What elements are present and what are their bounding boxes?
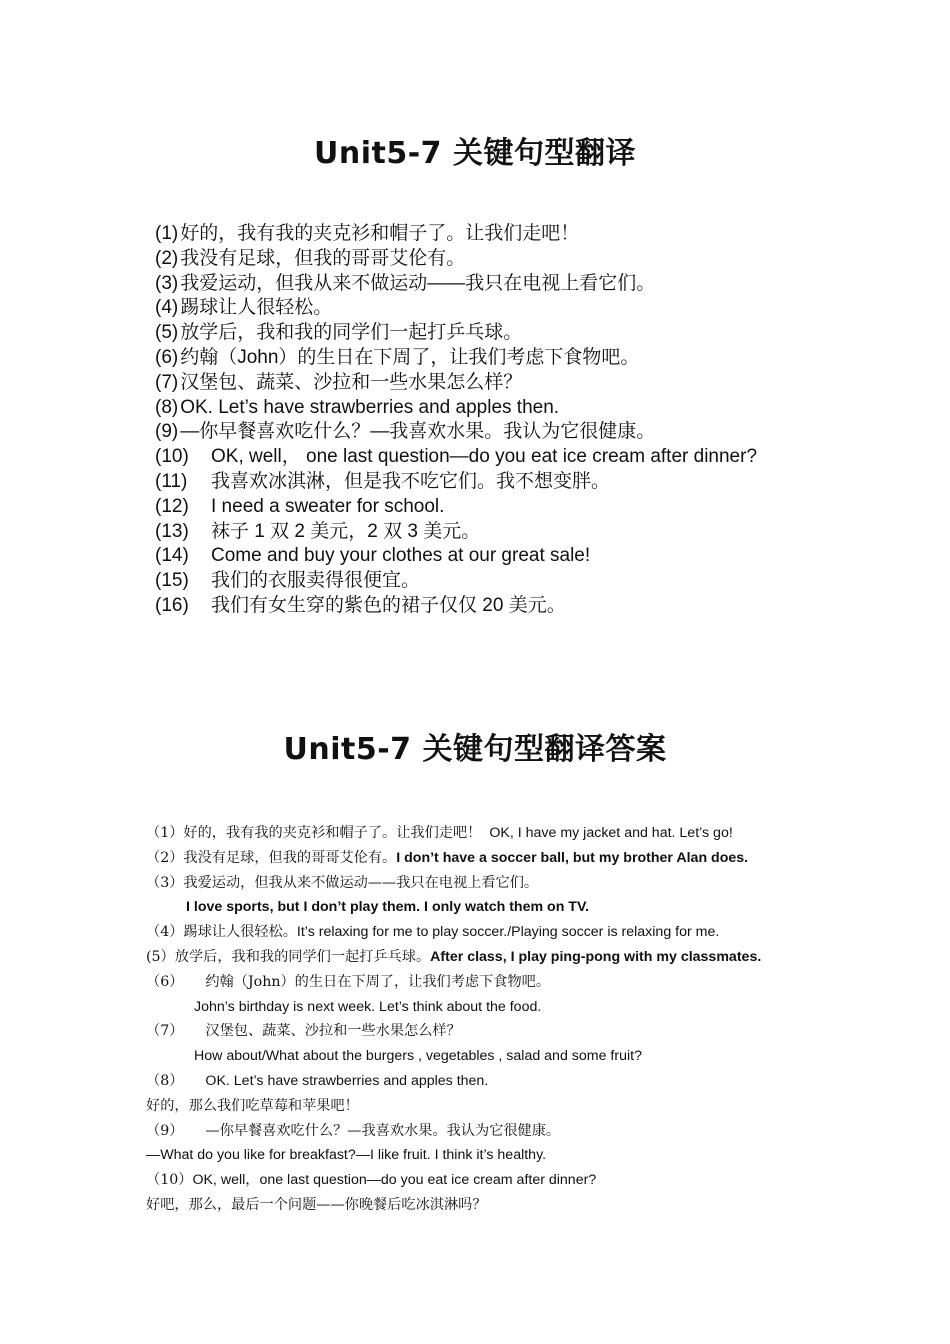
answer-chinese: 踢球让人很轻松。 (183, 924, 297, 941)
item-number: (1) (155, 223, 179, 244)
answers-title: Unit5-7 关键句型翻译答案 (283, 732, 667, 767)
item-number: (14) (155, 545, 189, 567)
answer-item (146, 1019, 926, 1044)
list-item (155, 520, 915, 545)
answer-item (146, 895, 926, 920)
item-text: 我们有女生穿的紫色的裙子仅仅 20 美元。 (211, 594, 566, 616)
item-text: 放学后，我和我的同学们一起打乒乓球。 (180, 322, 523, 344)
answer-chinese: —你早餐喜欢吃什么？—我喜欢水果。我认为它很健康。 (205, 1122, 561, 1139)
answer-chinese: 我爱运动，但我从来不做运动——我只在电视上看它们。 (183, 874, 539, 891)
item-number: (10) (155, 446, 189, 468)
answer-item (146, 1119, 926, 1144)
list-item (155, 495, 915, 520)
answer-english: OK. Let’s have strawberries and apples then. (205, 1072, 489, 1089)
item-text: I need a sweater for school. (211, 495, 445, 517)
item-number: (11) (155, 470, 188, 492)
answer-english: OK, well，one last question—do you eat ice cream after dinner? (192, 1172, 597, 1189)
answer-item (146, 1069, 926, 1094)
list-item (155, 272, 915, 297)
answer-english: —What do you like for breakfast?—I like fruit. I think it’s healthy. (146, 1147, 547, 1164)
answer-number: （9） (146, 1122, 184, 1139)
item-number: (6) (155, 346, 179, 368)
item-number: (13) (155, 520, 189, 542)
list-item (155, 222, 915, 247)
answer-english: I don’t have a soccer ball, but my brother Alan does. (396, 849, 749, 866)
item-text: Come and buy your clothes at our great sale! (211, 545, 591, 567)
item-text: 约翰（John）的生日在下周了，让我们考虑下食物吧。 (180, 346, 640, 368)
item-number: (8) (155, 396, 179, 418)
item-number: (4) (155, 297, 179, 319)
item-text: 好的，我有我的夹克衫和帽子了。让我们走吧！ (180, 223, 580, 244)
answer-item (146, 920, 926, 945)
answer-chinese: 好吧，那么，最后一个问题——你晚餐后吃冰淇淋吗？ (146, 1196, 487, 1213)
item-text: 踢球让人很轻松。 (180, 297, 333, 319)
item-text: 我喜欢冰淇淋，但是我不吃它们。我不想变胖。 (211, 470, 611, 492)
answer-item (146, 995, 926, 1020)
answer-item (146, 1193, 926, 1218)
item-number: (12) (155, 495, 189, 517)
item-number: (7) (155, 371, 179, 393)
item-number: (2) (155, 247, 179, 269)
answer-chinese: 好的，那么我们吃草莓和苹果吧！ (146, 1097, 359, 1114)
answer-english: How about/What about the burgers , vegetables , salad and some fruit? (194, 1048, 642, 1065)
answer-chinese: 好的，我有我的夹克衫和帽子了。让我们走吧！ (183, 825, 482, 841)
answer-number: （8） (146, 1072, 184, 1089)
list-item (155, 346, 915, 371)
list-item (155, 247, 915, 272)
list-item (155, 569, 915, 594)
answer-english: OK, I have my jacket and hat. Let’s go! (489, 825, 733, 841)
answer-english: John’s birthday is next week. Let’s think about the food. (194, 998, 542, 1015)
question-list (155, 222, 915, 619)
list-item (155, 296, 915, 321)
answer-item (146, 1094, 926, 1119)
list-item (155, 470, 915, 495)
item-number: (16) (155, 594, 189, 616)
item-text: 袜子 1 双 2 美元，2 双 3 美元。 (211, 520, 481, 542)
answer-english: It’s relaxing for me to play soccer./Playing soccer is relaxing for me. (296, 924, 720, 941)
list-item (155, 544, 915, 569)
answer-number: （3） (146, 874, 184, 891)
answer-chinese: 约翰（John）的生日在下周了，让我们考虑下食物吧。 (205, 973, 551, 990)
item-text: —你早餐喜欢吃什么？—我喜欢水果。我认为它很健康。 (180, 421, 656, 443)
answer-item (146, 821, 926, 846)
answer-item (146, 970, 926, 995)
answer-english: After class, I play ping-pong with my classmates. (430, 948, 762, 965)
answer-item (146, 871, 926, 896)
item-number: (3) (155, 272, 179, 294)
answer-item (146, 1168, 926, 1193)
answer-chinese: 汉堡包、蔬菜、沙拉和一些水果怎么样？ (205, 1023, 461, 1040)
answer-item (146, 945, 926, 970)
item-number: (9) (155, 421, 179, 443)
answer-item (146, 1143, 926, 1168)
answer-chinese: 我没有足球，但我的哥哥艾伦有。 (183, 849, 397, 866)
item-number: (15) (155, 570, 189, 592)
answer-number: （4） (146, 924, 184, 941)
answer-number: (5） (146, 948, 175, 965)
item-text: OK. Let’s have strawberries and apples then. (180, 396, 560, 418)
item-text: 我没有足球，但我的哥哥艾伦有。 (180, 247, 466, 269)
item-text: 我们的衣服卖得很便宜。 (211, 570, 421, 592)
answer-number: （2） (146, 849, 184, 866)
list-item (155, 321, 915, 346)
answer-item (146, 1044, 926, 1069)
item-number: (5) (155, 322, 179, 344)
answer-number: （6） (146, 973, 184, 990)
list-item (155, 371, 915, 396)
item-text: 我爱运动，但我从来不做运动——我只在电视上看它们。 (180, 272, 656, 294)
item-text: OK, well， one last question—do you eat ice cream after dinner? (211, 446, 758, 468)
list-item (155, 396, 915, 421)
item-text: 汉堡包、蔬菜、沙拉和一些水果怎么样？ (180, 371, 523, 393)
list-item (155, 445, 915, 470)
answer-number: （7） (146, 1023, 184, 1040)
answer-item (146, 846, 926, 871)
list-item (155, 420, 915, 445)
answer-number: （10） (146, 1172, 193, 1189)
list-item (155, 594, 915, 619)
answer-list (146, 821, 926, 1218)
answer-number: （1） (146, 825, 184, 841)
answer-chinese: 放学后，我和我的同学们一起打乒乓球。 (174, 948, 431, 965)
answer-english: I love sports, but I don’t play them. I only watch them on TV. (186, 899, 590, 916)
page-title: Unit5-7 关键句型翻译 (314, 136, 636, 171)
